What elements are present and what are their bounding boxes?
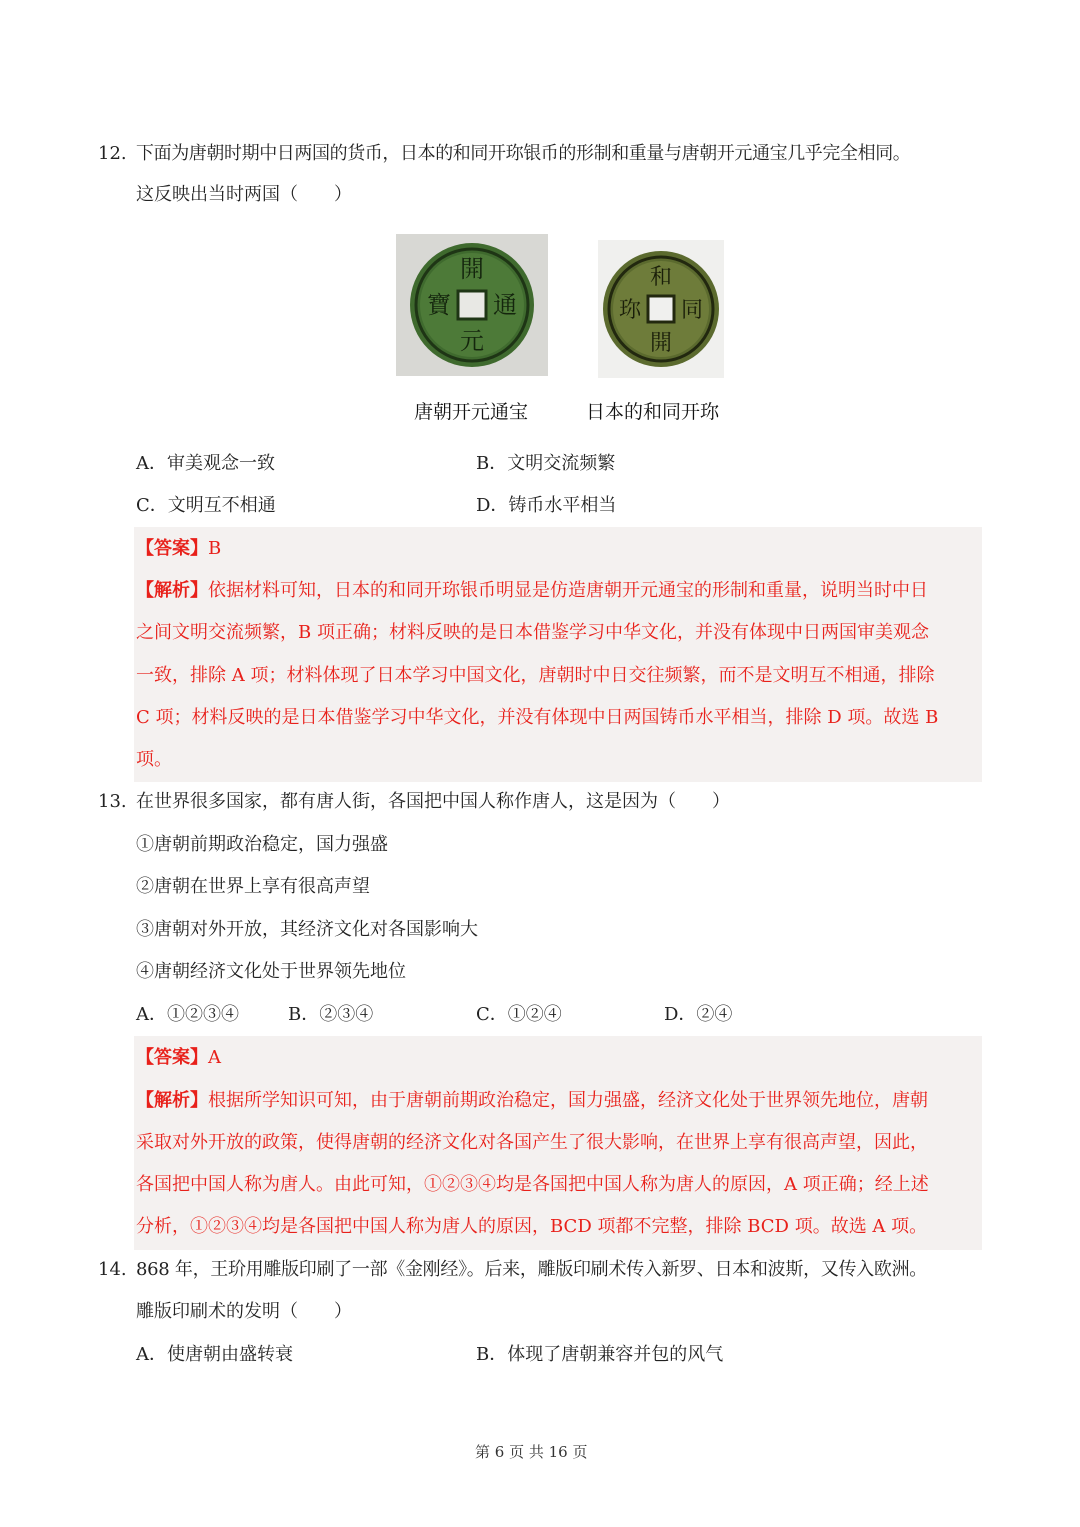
wado-glyph-top: 和 [649, 265, 673, 290]
question-13-analysis-line4: 分析，①②③④均是各国把中国人称为唐人的原因，BCD 项都不完整，排除 BCD 项。故选 A 项。 [136, 1216, 928, 1237]
question-12-analysis-line5: 项。 [136, 749, 172, 770]
question-12-option-a: A．审美观念一致 [136, 453, 275, 474]
question-13-option-a: A．①②③④ [136, 1004, 239, 1025]
analysis-text: 依据材料可知，日本的和同开珎银币明显是仿造唐朝开元通宝的形制和重量，说明当时中日 [208, 580, 928, 601]
analysis-text: 根据所学知识可知，由于唐朝前期政治稳定，国力强盛，经济文化处于世界领先地位，唐朝 [208, 1090, 928, 1111]
question-12-answer [136, 537, 221, 561]
question-13-analysis-line1 [136, 1089, 928, 1113]
wado-glyph-left: 珎 [618, 298, 642, 323]
question-12-stem-line1: 下面为唐朝时期中日两国的货币，日本的和同开珎银币的形制和重量与唐朝开元通宝几乎完全相同。 [136, 143, 911, 164]
question-14-stem-line2: 雕版印刷术的发明（ ） [136, 1301, 352, 1322]
question-12-analysis-line4: C 项；材料反映的是日本借鉴学习中华文化，并没有体现中日两国铸币水平相当，排除 D 项。故选 B [136, 707, 939, 728]
question-12-option-c: C．文明互不相通 [136, 495, 276, 516]
kaiyuan-glyph-left: 寶 [427, 291, 451, 319]
wado-glyph-right: 同 [680, 298, 704, 323]
question-12-option-d: D．铸币水平相当 [476, 495, 617, 516]
question-13-stem: 在世界很多国家，都有唐人街，各国把中国人称作唐人，这是因为（ ） [136, 791, 730, 812]
answer-value: B [208, 538, 222, 559]
question-14-option-b: B．体现了唐朝兼容并包的风气 [476, 1344, 724, 1365]
question-13-item4: ④唐朝经济文化处于世界领先地位 [136, 961, 406, 982]
answer-value: A [208, 1047, 221, 1068]
question-12-analysis-line2: 之间文明交流频繁，B 项正确；材料反映的是日本借鉴学习中华文化，并没有体现中日两国审美观念 [136, 622, 929, 643]
coin2-caption: 日本的和同开珎 [586, 401, 720, 423]
question-14-number: 14. [98, 1259, 127, 1280]
question-14-option-a: A．使唐朝由盛转衰 [136, 1344, 293, 1365]
question-12-answer-box [134, 527, 982, 782]
kaiyuan-tongbao-coin-image [396, 234, 548, 376]
kaiyuan-glyph-top: 開 [460, 255, 484, 283]
question-13-option-d: D．②④ [664, 1004, 733, 1025]
analysis-tag: 【解析】 [136, 580, 208, 601]
question-13-number: 13. [98, 791, 127, 812]
coin1-caption: 唐朝开元通宝 [414, 401, 529, 423]
answer-tag: 【答案】 [136, 538, 208, 559]
question-12-option-b: B．文明交流频繁 [476, 453, 616, 474]
question-13-item1: ①唐朝前期政治稳定，国力强盛 [136, 834, 388, 855]
question-12-analysis-line1 [136, 579, 928, 603]
question-13-option-c: C．①②④ [476, 1004, 562, 1025]
question-13-analysis-line3: 各国把中国人称为唐人。由此可知，①②③④均是各国把中国人称为唐人的原因，A 项正确；经上述 [136, 1174, 929, 1195]
question-12-number: 12. [98, 143, 127, 164]
analysis-tag: 【解析】 [136, 1090, 208, 1111]
question-12-stem-line2: 这反映出当时两国（ ） [136, 184, 352, 205]
question-12-analysis-line3: 一致，排除 A 项；材料体现了日本学习中国文化，唐朝时中日交往频繁，而不是文明互不相通，排除 [136, 665, 935, 686]
wado-kaichin-coin-image [598, 240, 724, 378]
kaiyuan-coin-icon [406, 239, 538, 371]
answer-tag: 【答案】 [136, 1047, 208, 1068]
kaiyuan-glyph-right: 通 [493, 291, 517, 319]
question-13-item2: ②唐朝在世界上享有很高声望 [136, 876, 370, 897]
question-13-option-b: B．②③④ [288, 1004, 374, 1025]
page-footer: 第 6 页 共 16 页 [475, 1443, 588, 1461]
wado-glyph-bottom: 開 [649, 331, 673, 356]
wado-coin-icon [600, 248, 722, 370]
question-13-answer [136, 1046, 221, 1070]
kaiyuan-glyph-bottom: 元 [460, 327, 484, 355]
question-13-analysis-line2: 采取对外开放的政策，使得唐朝的经济文化对各国产生了很大影响，在世界上享有很高声望，因此， [136, 1132, 928, 1153]
question-13-item3: ③唐朝对外开放，其经济文化对各国影响大 [136, 919, 478, 940]
question-14-stem-line1: 868 年，王玠用雕版印刷了一部《金刚经》。后来，雕版印刷术传入新罗、日本和波斯，又传入欧洲。 [136, 1259, 927, 1280]
